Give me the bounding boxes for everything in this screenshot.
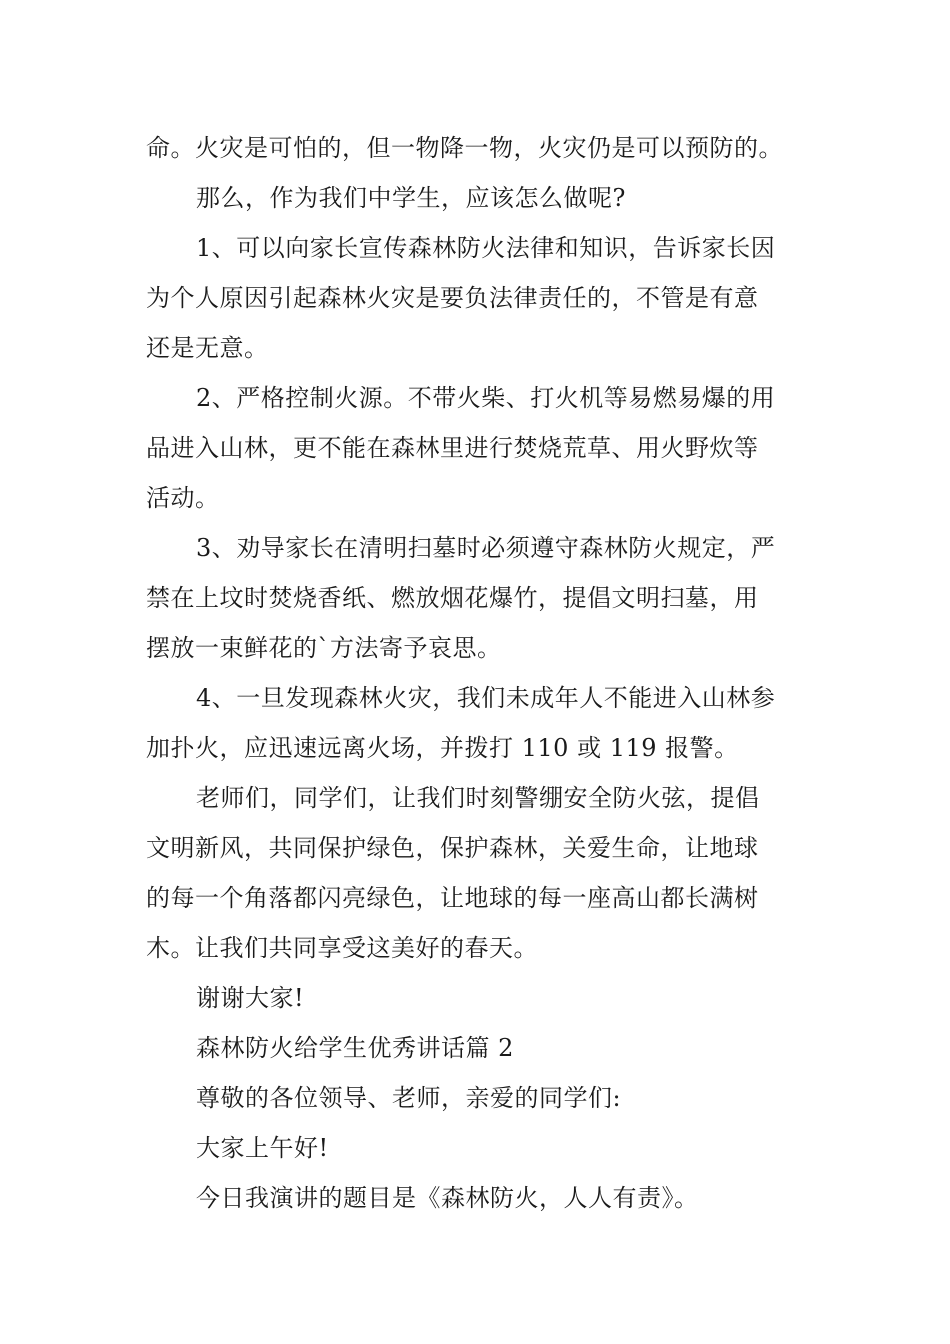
text-line: 禁在上坟时焚烧香纸、燃放烟花爆竹，提倡文明扫墓，用: [146, 584, 759, 612]
text-line: 品进入山林，更不能在森林里进行焚烧荒草、用火野炊等: [146, 434, 759, 462]
text-line: 今日我演讲的题目是《森林防火，人人有责》。: [196, 1184, 699, 1212]
text-line: 为个人原因引起森林火灾是要负法律责任的，不管是有意: [146, 284, 759, 312]
text-line: 那么，作为我们中学生，应该怎么做呢?: [196, 184, 626, 212]
text-line: 加扑火，应迅速远离火场，并拨打 110 或 119 报警。: [146, 734, 739, 762]
text-line: 尊敬的各位领导、老师，亲爱的同学们:: [196, 1084, 622, 1112]
text-line: 木。让我们共同享受这美好的春天。: [146, 934, 538, 962]
text-line: 谢谢大家!: [196, 984, 305, 1012]
text-line: 的每一个角落都闪亮绿色，让地球的每一座高山都长满树: [146, 884, 759, 912]
text-line: 4、一旦发现森林火灾，我们未成年人不能进入山林参: [196, 684, 776, 712]
text-line: 活动。: [146, 484, 220, 512]
text-line: 文明新风，共同保护绿色，保护森林，关爱生命，让地球: [146, 834, 759, 862]
text-line: 1、可以向家长宣传森林防火法律和知识，告诉家长因: [196, 234, 776, 262]
text-line: 摆放一束鲜花的`方法寄予哀思。: [146, 634, 502, 662]
text-line: 还是无意。: [146, 334, 269, 362]
text-line: 大家上午好!: [196, 1134, 329, 1162]
section-title: 森林防火给学生优秀讲话篇 2: [196, 1034, 514, 1062]
text-line: 命。火灾是可怕的，但一物降一物，火灾仍是可以预防的。: [146, 134, 783, 162]
text-line: 2、严格控制火源。不带火柴、打火机等易燃易爆的用: [196, 384, 776, 412]
text-line: 老师们，同学们，让我们时刻警绷安全防火弦，提倡: [196, 784, 760, 812]
text-line: 3、劝导家长在清明扫墓时必须遵守森林防火规定，严: [196, 534, 776, 562]
